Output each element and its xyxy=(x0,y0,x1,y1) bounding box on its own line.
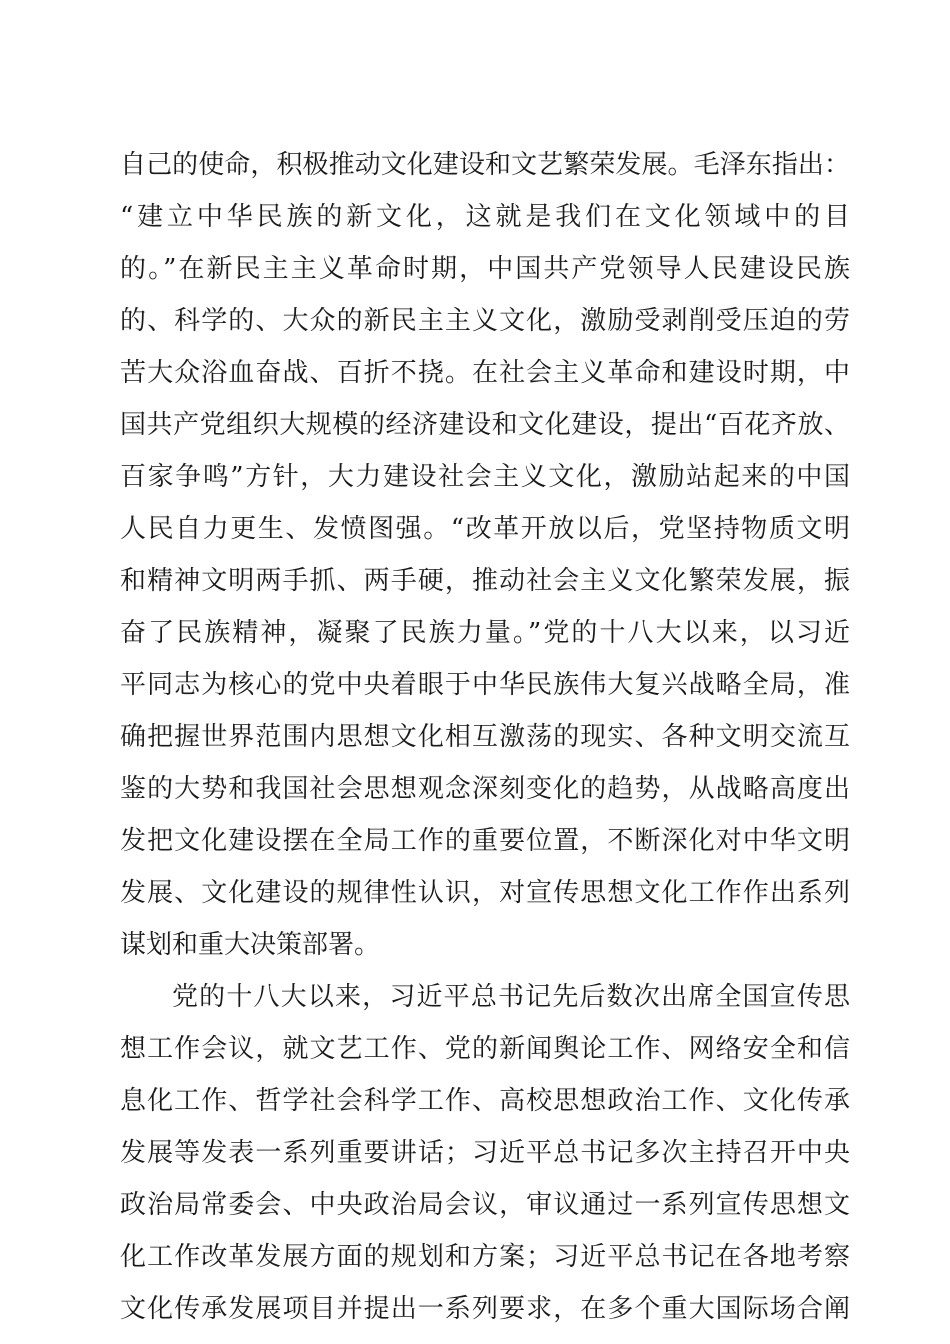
text-line: 鉴的大势和我国社会思想观念深刻变化的趋势，从战略高度出 xyxy=(120,774,850,804)
text-line: 的。”在新民主主义革命时期，中国共产党领导人民建设民族 xyxy=(120,254,850,284)
text-line: “建立中华民族的新文化，这就是我们在文化领域中的目 xyxy=(120,202,850,232)
text-line: 政治局常委会、中央政治局会议，审议通过一系列宣传思想文 xyxy=(120,1190,850,1220)
text-line: 平同志为核心的党中央着眼于中华民族伟大复兴战略全局，准 xyxy=(120,670,850,700)
text-line: 苦大众浴血奋战、百折不挠。在社会主义革命和建设时期，中 xyxy=(120,358,850,388)
text-line: 息化工作、哲学社会科学工作、高校思想政治工作、文化传承 xyxy=(120,1086,850,1116)
text-line: 党的十八大以来，习近平总书记先后数次出席全国宣传思 xyxy=(172,982,850,1012)
body-text xyxy=(120,139,850,1335)
text-line: 自己的使命，积极推动文化建设和文艺繁荣发展。毛泽东指出： xyxy=(120,150,850,180)
text-line: 文化传承发展项目并提出一系列要求，在多个重大国际场合阐 xyxy=(120,1294,850,1324)
text-line: 发展、文化建设的规律性认识，对宣传思想文化工作作出系列 xyxy=(120,878,850,908)
text-line: 发展等发表一系列重要讲话；习近平总书记多次主持召开中央 xyxy=(120,1138,850,1168)
text-line: 谋划和重大决策部署。 xyxy=(120,930,381,960)
text-line: 百家争鸣”方针，大力建设社会主义文化，激励站起来的中国 xyxy=(120,462,850,492)
text-line: 化工作改革发展方面的规划和方案；习近平总书记在各地考察 xyxy=(120,1242,850,1272)
text-line: 和精神文明两手抓、两手硬，推动社会主义文化繁荣发展，振 xyxy=(120,566,850,596)
text-line: 想工作会议，就文艺工作、党的新闻舆论工作、网络安全和信 xyxy=(120,1034,850,1064)
text-line: 人民自力更生、发愤图强。“改革开放以后，党坚持物质文明 xyxy=(120,514,850,544)
text-line: 的、科学的、大众的新民主主义文化，激励受剥削受压迫的劳 xyxy=(120,306,850,336)
text-line: 奋了民族精神，凝聚了民族力量。”党的十八大以来，以习近 xyxy=(120,618,850,648)
text-line: 国共产党组织大规模的经济建设和文化建设，提出“百花齐放、 xyxy=(120,410,850,440)
text-line: 发把文化建设摆在全局工作的重要位置，不断深化对中华文明 xyxy=(120,826,850,856)
text-line: 确把握世界范围内思想文化相互激荡的现实、各种文明交流互 xyxy=(120,722,850,752)
